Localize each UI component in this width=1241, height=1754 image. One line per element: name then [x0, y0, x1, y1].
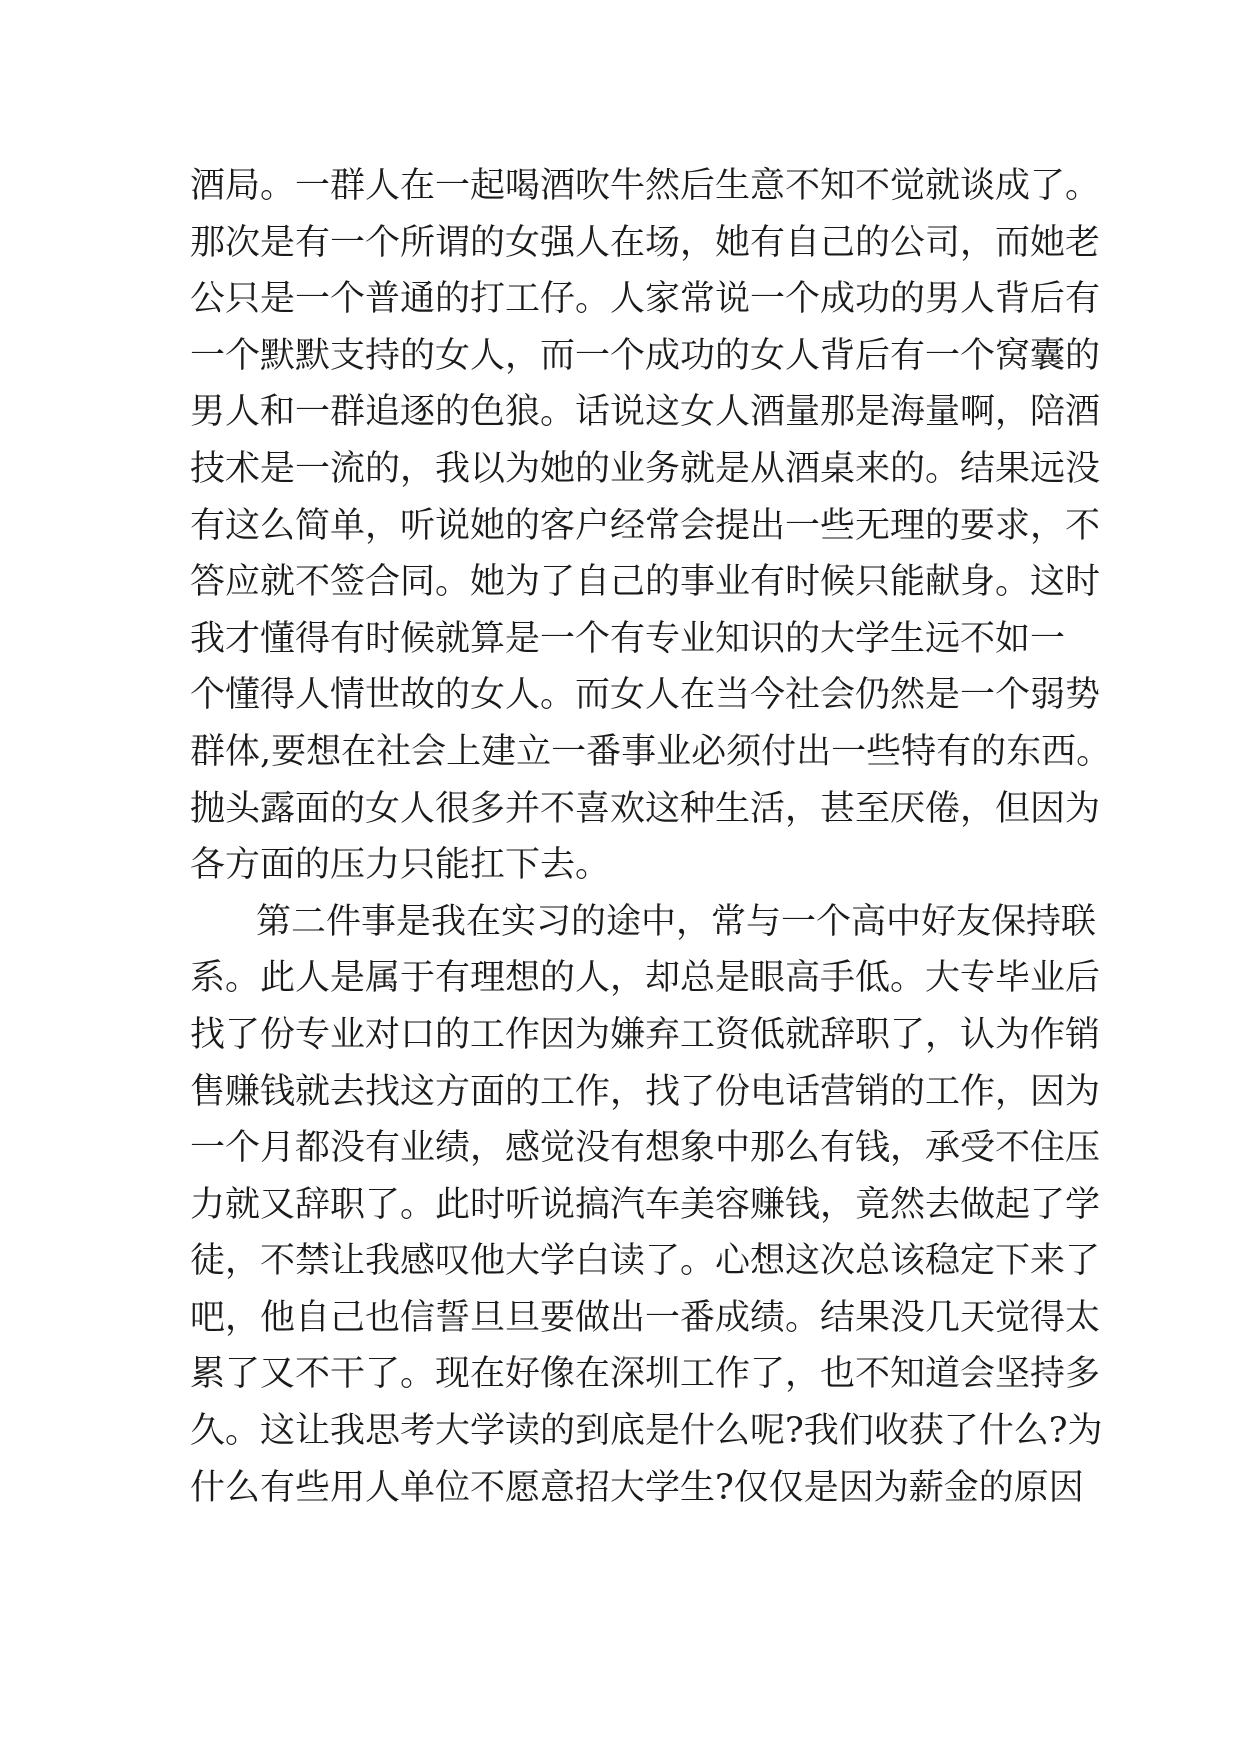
text-line: 个懂得人情世故的女人。而女人在当今社会仍然是一个弱势	[190, 675, 1101, 716]
text-line: 答应就不签合同。她为了自己的事业有时候只能献身。这时	[190, 562, 1101, 603]
text-line: 一个默默支持的女人，而一个成功的女人背后有一个窝囊的	[190, 335, 1101, 376]
text-line: 一个月都没有业绩，感觉没有想象中那么有钱，承受不住压	[190, 1128, 1101, 1169]
body-text	[190, 158, 1112, 1516]
text-line: 我才懂得有时候就算是一个有专业知识的大学生远不如一	[190, 618, 1066, 659]
text-line: 力就又辞职了。此时听说搞汽车美容赚钱，竟然去做起了学	[190, 1184, 1101, 1225]
text-line: 公只是一个普通的打工仔。人家常说一个成功的男人背后有	[190, 279, 1101, 320]
text-line: 有这么简单，听说她的客户经常会提出一些无理的要求，不	[190, 505, 1101, 546]
text-line: 抛头露面的女人很多并不喜欢这种生活，甚至厌倦，但因为	[190, 788, 1101, 829]
text-line: 徒，不禁让我感叹他大学白读了。心想这次总该稳定下来了	[190, 1241, 1101, 1282]
text-line: 各方面的压力只能扛下去。	[190, 845, 611, 886]
text-line: 男人和一群追逐的色狼。话说这女人酒量那是海量啊，陪酒	[190, 392, 1101, 433]
text-line: 久。这让我思考大学读的到底是什么呢?我们收获了什么?为	[190, 1411, 1103, 1452]
text-line: 吧，他自己也信誓旦旦要做出一番成绩。结果没几天觉得太	[190, 1297, 1101, 1338]
text-line: 那次是有一个所谓的女强人在场，她有自己的公司，而她老	[190, 222, 1101, 263]
text-line: 累了又不干了。现在好像在深圳工作了，也不知道会坚持多	[190, 1354, 1101, 1395]
text-line: 什么有些用人单位不愿意招大学生?仅仅是因为薪金的原因	[190, 1467, 1084, 1508]
paragraph-start-line: 第二件事是我在实习的途中，常与一个高中好友保持联	[256, 901, 1097, 942]
text-line: 技术是一流的，我以为她的业务就是从酒桌来的。结果远没	[190, 448, 1101, 489]
text-line: 售赚钱就去找这方面的工作，找了份电话营销的工作，因为	[190, 1071, 1101, 1112]
text-line: 酒局。一群人在一起喝酒吹牛然后生意不知不觉就谈成了。	[190, 166, 1101, 206]
text-line: 找了份专业对口的工作因为嫌弃工资低就辞职了，认为作销	[190, 1014, 1101, 1055]
text-line: 系。此人是属于有理想的人，却总是眼高手低。大专毕业后	[190, 958, 1101, 999]
text-line: 群体,要想在社会上建立一番事业必须付出一些特有的东西。	[190, 731, 1112, 772]
